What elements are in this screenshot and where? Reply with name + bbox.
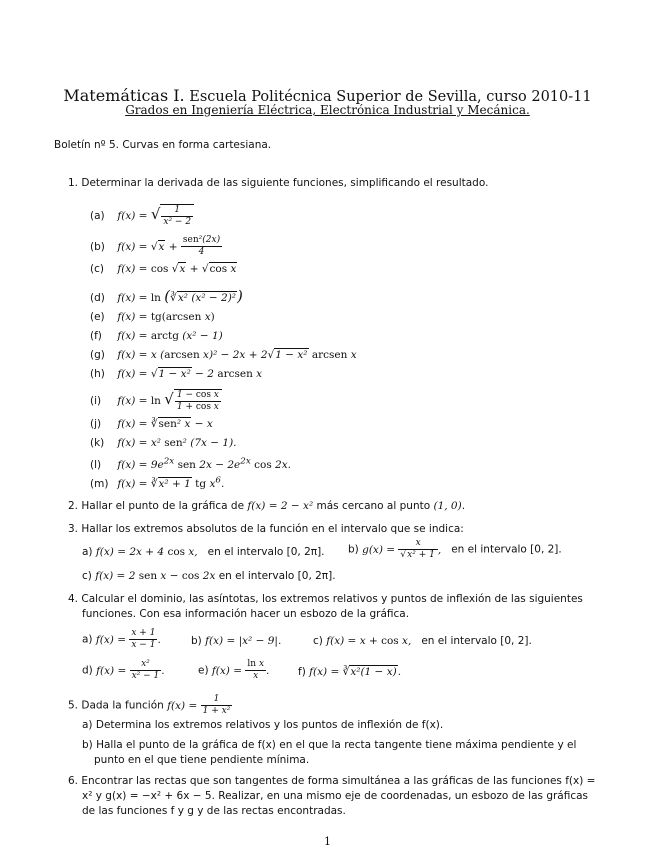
- item-h: (h) f(x) = √1 − x² − 2 arcsen x: [90, 368, 263, 380]
- problem-3: [68, 522, 464, 537]
- problem-text: más cercano al punto: [316, 500, 431, 512]
- item-label: f): [298, 666, 306, 678]
- item-label: a): [82, 546, 93, 558]
- problem-3a: a) f(x) = 2x + 4 cos x, en el intervalo [0, 2π].: [82, 546, 325, 558]
- item-label: c): [82, 570, 92, 582]
- problem-number: 2.: [68, 500, 79, 512]
- item-label: (h): [90, 368, 105, 380]
- item-label: (g): [90, 349, 105, 361]
- item-label: a): [82, 633, 93, 646]
- problem-text: Hallar el punto de la gráfica de: [81, 500, 245, 512]
- problem-5b: [82, 738, 576, 768]
- problem-3c: c) f(x) = 2 sen x − cos 2x en el intervalo [0, 2π].: [82, 570, 336, 582]
- item-m: (m) f(x) = ∛x² + 1 tg $x^6$.: [90, 475, 225, 490]
- problem-4: [68, 592, 583, 622]
- item-e: (e) f(x) = tg(arcsen x): [90, 311, 215, 323]
- item-label: e): [198, 664, 209, 677]
- problem-number: 6.: [68, 775, 79, 787]
- problem-4d: d) f(x) = $\frac{\text{x²}}{\text{x² − 1}}$ .: [82, 659, 165, 681]
- item-label: (i): [90, 395, 102, 407]
- bulletin-title: Boletín nº 5. Curvas en forma cartesiana.: [54, 139, 272, 151]
- problem-4b: b) f(x) = |x² − 9|.: [191, 635, 282, 647]
- problem-text: Encontrar las rectas que son tangentes de forma simultánea a las gráficas de las funciones f(x) =: [81, 775, 596, 787]
- problem-text: Dada la función: [81, 699, 164, 712]
- item-f: (f) f(x) = arctg (x² − 1): [90, 330, 223, 342]
- page-number: 1: [324, 835, 331, 848]
- item-b: (b) f(x) = √x + $\frac{\text{sen²(2x)}}{4}$: [90, 235, 221, 257]
- problem-6: [68, 774, 595, 819]
- problem-4a: a) f(x) = $\frac{x + 1}{x - 1}$ .: [82, 628, 161, 650]
- problem-4e: e) f(x) = $\frac{\text{ln x}}{x}$ .: [198, 659, 270, 681]
- item-label: (c): [90, 263, 104, 275]
- item-k: (k) f(x) = x² sen² (7x − 1).: [90, 437, 237, 449]
- problem-3b: b) g(x) = $\frac{x}{\text{√x² + 1}}$ , en el intervalo [0, 2].: [348, 538, 562, 560]
- problem-4f: f) f(x) = ∛x²(1 − x).: [298, 666, 402, 678]
- problem-number: 4.: [68, 593, 79, 605]
- interval: en el intervalo [0, 2π].: [218, 570, 336, 582]
- interval: en el intervalo [0, 2].: [451, 543, 562, 556]
- school-course: Escuela Politécnica Superior de Sevilla, curso 2010-11: [189, 89, 592, 105]
- item-label: (d): [90, 292, 105, 304]
- problem-text: Hallar los extremos absolutos de la función en el intervalo que se indica:: [81, 523, 464, 535]
- item-label: c): [313, 635, 323, 647]
- problem-5b-line-1: b) Halla el punto de la gráfica de f(x) en el que la recta tangente tiene máxima pendiente y el: [82, 739, 577, 751]
- item-label: b): [348, 543, 359, 556]
- course-title: Matemáticas I.: [63, 86, 185, 105]
- item-label: (e): [90, 311, 105, 323]
- item-label: (j): [90, 418, 102, 430]
- point: (1, 0): [433, 500, 462, 512]
- problem-text-2: x² y g(x) = −x² + 6x − 5. Realizar, en una mismo eje de coordenadas, un esbozo de las gráficas: [82, 790, 589, 802]
- problem-number: 5.: [68, 699, 79, 712]
- problem-4c: c) f(x) = x + cos x, en el intervalo [0, 2].: [313, 635, 532, 647]
- problem-5a: a) Determina los extremos relativos y los puntos de inflexión de f(x).: [82, 719, 444, 731]
- problem-text: Determinar la derivada de las siguiente funciones, simplificando el resultado.: [81, 177, 489, 189]
- problem-text: Calcular el dominio, las asíntotas, los extremos relativos y puntos de inflexión de las siguientes: [81, 593, 583, 605]
- item-l: (l) $f(x) = 9e^{2x}$ sen $2x - 2e^{2x}$ cos 2x.: [90, 456, 291, 471]
- problem-5: 5. Dada la función f(x) = $\frac{1}{\text{1 + x²}}$: [68, 694, 231, 716]
- interval: en el intervalo [0, 2π].: [207, 546, 325, 558]
- item-label: (k): [90, 437, 105, 449]
- problem-text-3: de las funciones f y g y de las rectas encontradas.: [82, 805, 346, 817]
- item-label: b): [191, 635, 202, 647]
- problem-1: [68, 176, 488, 191]
- problem-2: 2. Hallar el punto de la gráfica de f(x) = 2 − x² más cercano al punto (1, 0).: [68, 500, 466, 512]
- item-label: d): [82, 664, 93, 677]
- item-c: (c) f(x) = cos √x + √cos x: [90, 263, 237, 275]
- item-label: (b): [90, 240, 105, 253]
- item-g: (g) f(x) = x (arcsen x)² − 2x + 2√1 − x² arcsen x: [90, 349, 357, 361]
- item-j: (j) f(x) = ∛sen² x − x: [90, 418, 213, 430]
- problem-number: 1.: [68, 177, 79, 189]
- header-line-2: [0, 103, 655, 117]
- item-d: (d) f(x) = ln (∛x² (x² − 2)²): [90, 287, 243, 305]
- item-label: (a): [90, 210, 105, 222]
- degrees: Grados en Ingeniería Eléctrica, Electrónica Industrial y Mecánica.: [125, 103, 530, 117]
- problem-5b-line-2: punto en el que tiene pendiente mínima.: [94, 754, 310, 766]
- item-label: (m): [90, 477, 109, 490]
- item-label: (l): [90, 458, 102, 471]
- problem-text-2: funciones. Con esa información hacer un esbozo de la gráfica.: [82, 608, 410, 620]
- problem-number: 3.: [68, 523, 79, 535]
- item-a: (a) f(x) = √ $\frac{1}{\text{x² − 2}}$: [90, 204, 194, 228]
- item-i: (i) f(x) = ln √ $\frac{\text{1 − cos x}}{\text{1 + cos x}}$: [90, 389, 222, 413]
- item-label: (f): [90, 330, 102, 342]
- interval: en el intervalo [0, 2].: [421, 635, 532, 647]
